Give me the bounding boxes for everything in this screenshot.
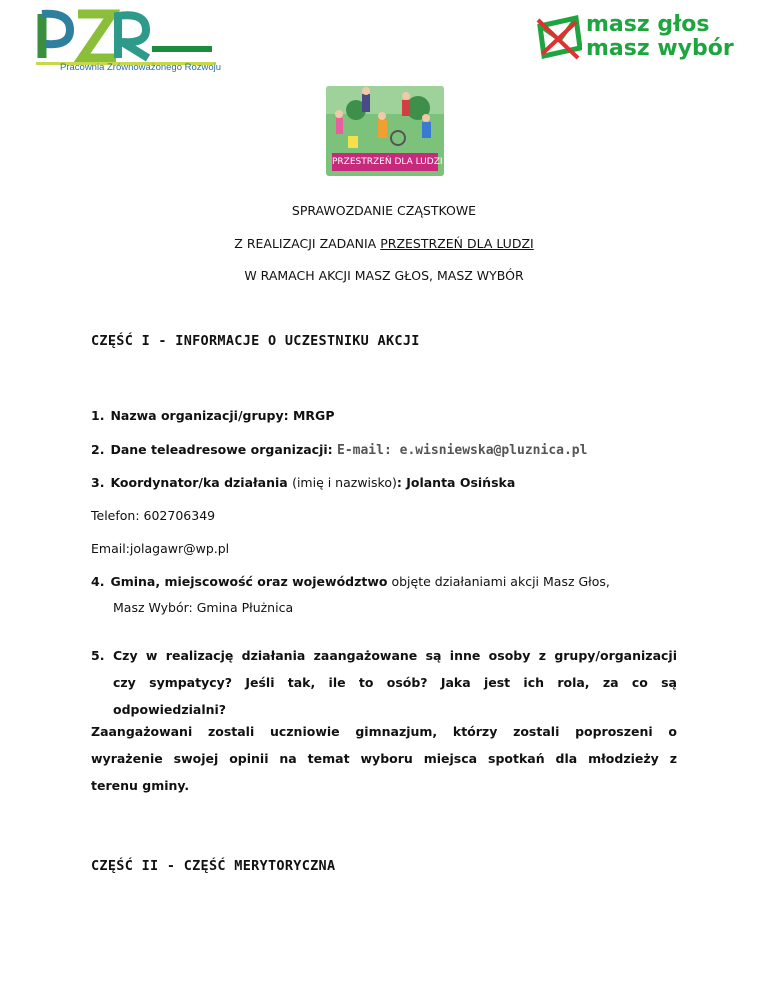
campaign-poster-image [326, 86, 444, 176]
pzr-logo-caption: Pracownia Zrównoważonego Rozwoju [60, 62, 222, 73]
report-subtitle-prefix: Z REALIZACJI ZADANIA [234, 236, 381, 251]
answer-line1: Zaangażowani zostali uczniowie gimnazjum, którzy zostali poproszeni o [91, 724, 677, 739]
report-context: W RAMACH AKCJI MASZ GŁOS, MASZ WYBÓR [244, 268, 524, 283]
item-5-line3: odpowiedzialni? [113, 702, 227, 717]
item-4-rest: objęte działaniami akcji Masz Głos, [387, 574, 610, 589]
coordinator-phone: Telefon: 602706349 [91, 508, 216, 523]
item-3 [91, 475, 515, 490]
item-4-number: 4. [91, 574, 105, 589]
part1-heading: CZĘŚĆ I - INFORMACJE O UCZESTNIKU AKCJI [91, 333, 420, 349]
item-3-number: 3. [91, 475, 105, 490]
item-1-label: Nazwa organizacji/grupy: MRGP [110, 408, 335, 423]
item-5-question [113, 642, 677, 723]
masz-glos-logo-line1: masz głos [586, 12, 710, 37]
item-1-number: 1. [91, 408, 105, 423]
item-4-label: Gmina, miejscowość oraz województwo [110, 574, 388, 589]
masz-glos-logo-line2: masz wybór [586, 36, 734, 61]
item-3-hint: (imię i nazwisko) [292, 475, 397, 490]
item-5-number: 5. [91, 648, 105, 663]
answer-line3: terenu gminy. [91, 778, 190, 793]
ballot-envelope-icon [536, 14, 582, 60]
poster-title: PRZESTRZEŃ DLA LUDZI [332, 153, 438, 171]
item-2-label: Dane teleadresowe organizacji: [110, 442, 337, 457]
report-subtitle [0, 236, 768, 251]
item-5-line1: Czy w realizację działania zaangażowane są inne osoby z grupy/organizacji [113, 648, 677, 663]
item-2-number: 2. [91, 442, 105, 457]
task-name: PRZESTRZEŃ DLA LUDZI [380, 236, 534, 251]
item-2 [91, 442, 587, 458]
item-3-value: : Jolanta Osińska [396, 475, 516, 490]
item-3-label: Koordynator/ka działania [110, 475, 293, 490]
item-1 [91, 408, 334, 423]
item-5-line2: czy sympatycy? Jeśli tak, ile to osób? Jaka jest ich rola, za co są [113, 675, 677, 690]
item-4-continuation: Masz Wybór: Gmina Płużnica [113, 600, 294, 615]
item-5-answer [91, 718, 677, 799]
answer-line2: wyrażenie swojej opinii na temat wyboru miejsca spotkań dla młodzieży z [91, 751, 677, 766]
masz-glos-logo [536, 12, 736, 62]
coordinator-email: Email:jolagawr@wp.pl [91, 541, 230, 556]
part2-heading: CZĘŚĆ II - CZĘŚĆ MERYTORYCZNA [91, 858, 336, 874]
item-2-email: E-mail: e.wisniewska@pluznica.pl [337, 443, 588, 458]
item-4 [91, 574, 610, 589]
report-title: SPRAWOZDANIE CZĄSTKOWE [291, 203, 477, 218]
